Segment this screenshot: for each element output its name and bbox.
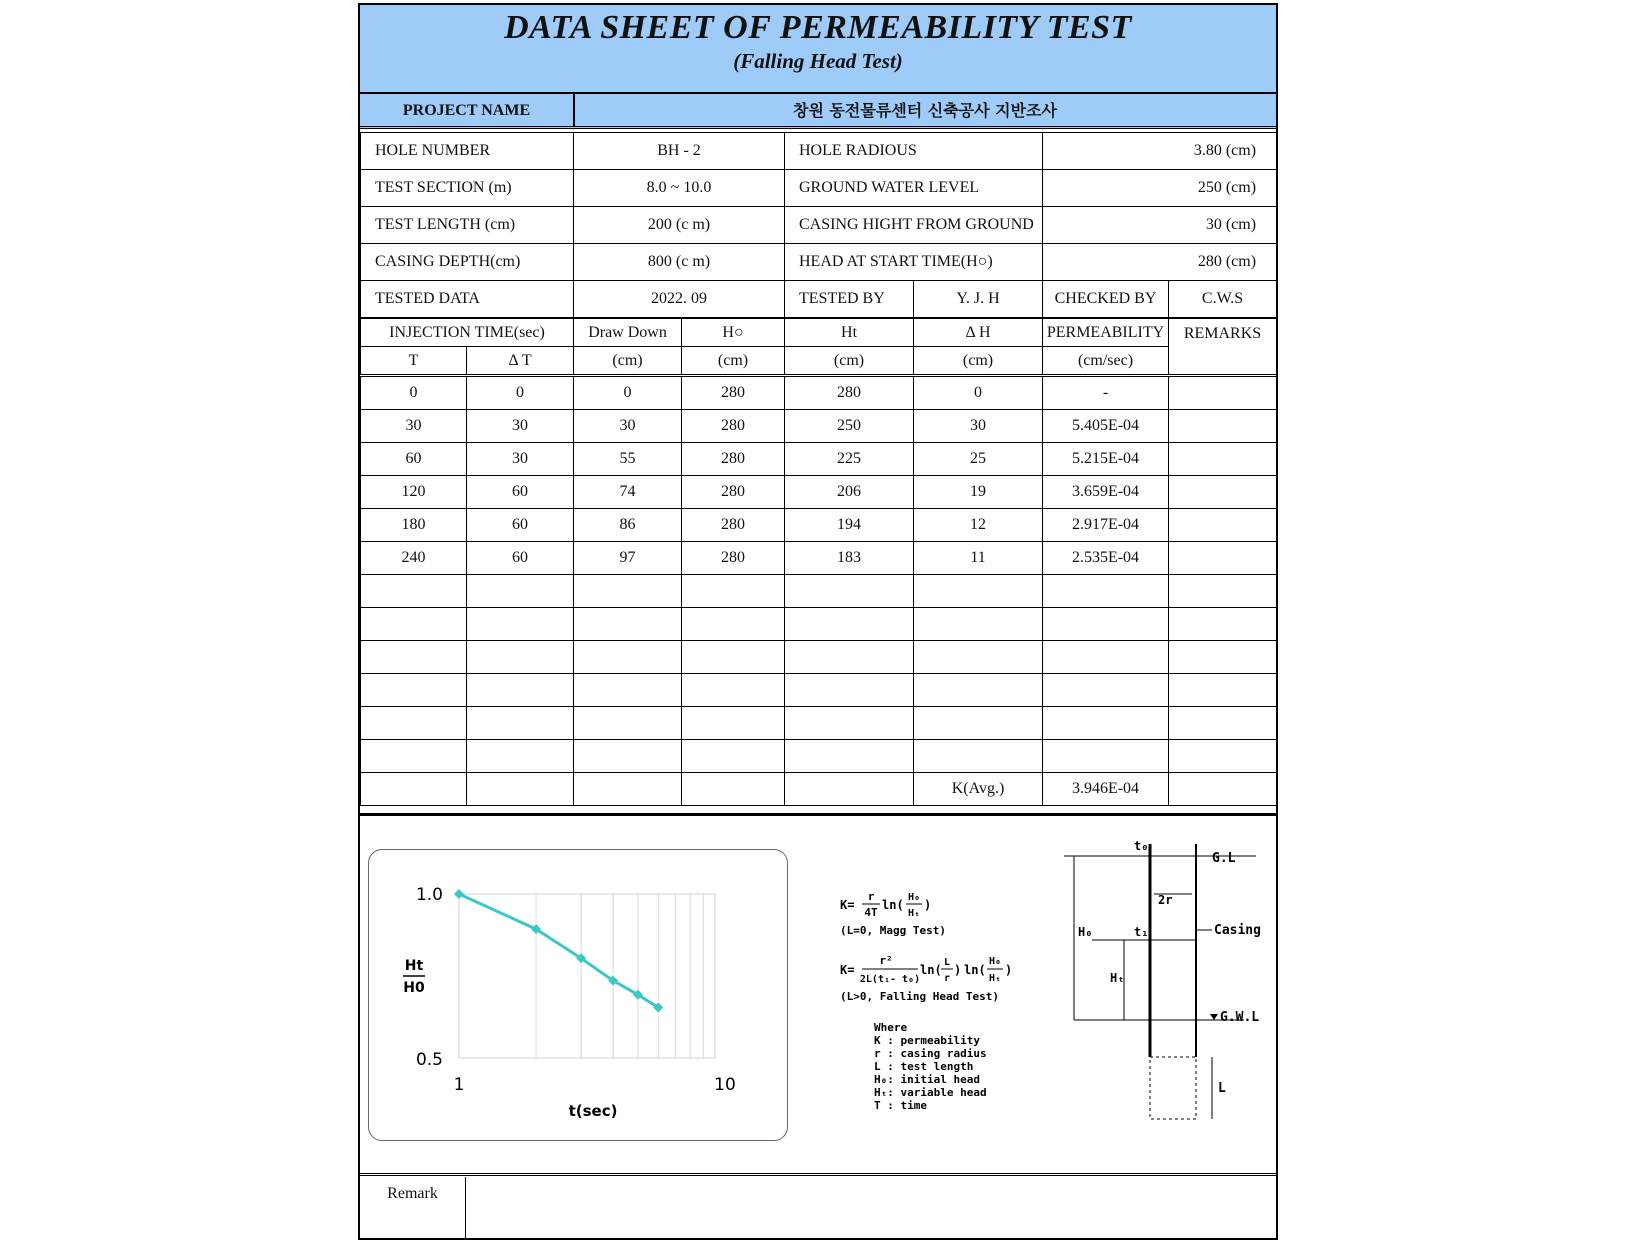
table-cell <box>1169 707 1277 740</box>
table-cell <box>574 707 682 740</box>
head-start-label: HEAD AT START TIME(H○) <box>785 244 1043 281</box>
table-cell <box>1043 674 1169 707</box>
legend-line: K : permeability <box>874 1034 980 1047</box>
hole-number-label: HOLE NUMBER <box>361 133 574 170</box>
t-header: T <box>361 347 467 376</box>
t0-label: t₀ <box>1134 839 1149 853</box>
table-cell: 30 <box>467 410 574 443</box>
project-name-value: 창원 동전물류센터 신축공사 지반조사 <box>792 101 1057 120</box>
formula-inner-den: Hₜ <box>988 973 1002 984</box>
table-cell <box>1169 575 1277 608</box>
sheet-subtitle: (Falling Head Test) <box>733 49 903 73</box>
chart-grid <box>459 894 715 1058</box>
table-cell: 240 <box>361 542 467 575</box>
formula-num: r² <box>879 954 893 967</box>
table-cell: 250 <box>785 410 914 443</box>
table-row <box>361 641 1277 674</box>
table-cell <box>1043 707 1169 740</box>
k-avg-label: K(Avg.) <box>914 773 1043 806</box>
table-cell <box>785 608 914 641</box>
dh-unit: (cm) <box>914 347 1043 376</box>
table-cell: 2.535E-04 <box>1043 542 1169 575</box>
table-cell: 60 <box>361 443 467 476</box>
table-cell <box>1169 476 1277 509</box>
plot-area <box>459 894 715 1058</box>
table-cell: 0 <box>467 376 574 410</box>
water-table-icon <box>1210 1014 1218 1020</box>
permeability-header: PERMEABILITY <box>1043 319 1169 347</box>
table-cell <box>467 608 574 641</box>
table-cell <box>682 674 785 707</box>
table-cell <box>1043 740 1169 773</box>
table-cell: 280 <box>682 542 785 575</box>
table-cell <box>1169 608 1277 641</box>
table-cell: 30 <box>467 443 574 476</box>
table-cell <box>467 674 574 707</box>
tested-data-value: 2022. 09 <box>574 281 785 318</box>
table-cell <box>361 641 467 674</box>
tested-by-label: TESTED BY <box>785 281 914 318</box>
table-cell <box>574 608 682 641</box>
k-avg-row <box>361 773 1277 806</box>
table-cell <box>682 608 785 641</box>
table-cell: 206 <box>785 476 914 509</box>
table-cell <box>361 740 467 773</box>
table-cell: 5.405E-04 <box>1043 410 1169 443</box>
x-tick-label: 10 <box>714 1075 736 1095</box>
draw-down-unit: (cm) <box>574 347 682 376</box>
test-section-label: TEST SECTION (m) <box>361 170 574 207</box>
header-row <box>361 347 1277 376</box>
table-cell: 30 <box>574 410 682 443</box>
table-cell <box>682 707 785 740</box>
casing-label: Casing <box>1214 923 1261 938</box>
data-point <box>454 889 464 899</box>
table-row <box>361 542 1277 575</box>
table-cell: 280 <box>682 376 785 410</box>
remark-label: Remark <box>360 1177 466 1240</box>
table-cell <box>1043 608 1169 641</box>
info-row <box>361 281 1277 318</box>
table-cell <box>1169 674 1277 707</box>
casing-hight-label: CASING HIGHT FROM GROUND <box>785 207 1043 244</box>
table-cell <box>785 740 914 773</box>
info-row <box>361 170 1277 207</box>
formula-den: 2L(t₁- t₀) <box>859 974 921 985</box>
table-cell: 60 <box>467 509 574 542</box>
header-row <box>361 319 1277 347</box>
dh-header: Δ H <box>914 319 1043 347</box>
table-cell: 86 <box>574 509 682 542</box>
table-cell <box>785 674 914 707</box>
formula-den: 4T <box>864 906 878 919</box>
table-cell <box>785 773 914 806</box>
ht-label: Hₜ <box>1110 971 1125 985</box>
head-ratio-chart <box>369 850 787 1140</box>
gwl-value: 250 (cm) <box>1043 170 1277 207</box>
table-cell <box>785 641 914 674</box>
chart-box <box>368 849 788 1141</box>
table-row <box>361 410 1277 443</box>
tested-by-value: Y. J. H <box>914 281 1043 318</box>
y-tick-label: 0.5 <box>415 1050 443 1070</box>
table-cell <box>914 608 1043 641</box>
data-sheet <box>358 3 1278 1240</box>
table-cell <box>1169 376 1277 410</box>
checked-by-value: C.W.S <box>1169 281 1277 318</box>
table-cell <box>914 674 1043 707</box>
table-cell <box>682 575 785 608</box>
ht-unit: (cm) <box>785 347 914 376</box>
title-box <box>360 5 1276 94</box>
formula-inner-den: r <box>943 973 951 984</box>
hole-radius-value: 3.80 (cm) <box>1043 133 1277 170</box>
table-row <box>361 674 1277 707</box>
remark-section <box>360 1177 1276 1240</box>
table-cell <box>682 740 785 773</box>
table-row <box>361 575 1277 608</box>
checked-by-label: CHECKED BY <box>1043 281 1169 318</box>
gwl-label: G.W.L <box>1220 1010 1260 1025</box>
data-body <box>361 376 1277 773</box>
table-cell <box>574 674 682 707</box>
permeability-unit: (cm/sec) <box>1043 347 1169 376</box>
h0-header: H○ <box>682 319 785 347</box>
table-cell <box>361 773 467 806</box>
series-line <box>459 894 658 1008</box>
test-length-value: 200 (c m) <box>574 207 785 244</box>
formula-ln: ln( <box>882 898 904 912</box>
sheet-title: DATA SHEET OF PERMEABILITY TEST <box>504 9 1132 46</box>
table-cell: 2.917E-04 <box>1043 509 1169 542</box>
table-cell <box>467 641 574 674</box>
legend-line: L : test length <box>874 1060 974 1073</box>
y-axis-label-denominator: H0 <box>403 980 425 996</box>
table-cell <box>914 740 1043 773</box>
table-row <box>361 443 1277 476</box>
table-cell <box>467 773 574 806</box>
chart-formula-panel <box>360 813 1276 1176</box>
t1-label: t₁ <box>1134 925 1149 939</box>
test-section-value: 8.0 ~ 10.0 <box>574 170 785 207</box>
info-table <box>360 132 1277 318</box>
hole-number-value: BH - 2 <box>574 133 785 170</box>
table-cell <box>1169 641 1277 674</box>
formula-inner-num: L <box>943 957 951 968</box>
table-cell: 25 <box>914 443 1043 476</box>
table-cell: - <box>1043 376 1169 410</box>
table-cell: 194 <box>785 509 914 542</box>
h0-label: H₀ <box>1078 925 1093 939</box>
table-cell: 19 <box>914 476 1043 509</box>
head-start-value: 280 (cm) <box>1043 244 1277 281</box>
table-cell: 60 <box>467 542 574 575</box>
formula-num: r <box>867 890 875 903</box>
table-cell <box>361 608 467 641</box>
h0-unit: (cm) <box>682 347 785 376</box>
info-row <box>361 133 1277 170</box>
table-cell <box>914 707 1043 740</box>
ht-header: Ht <box>785 319 914 347</box>
test-length-label: TEST LENGTH (cm) <box>361 207 574 244</box>
table-cell: 120 <box>361 476 467 509</box>
table-cell <box>1169 509 1277 542</box>
table-cell <box>467 740 574 773</box>
table-cell <box>1169 740 1277 773</box>
casing-depth-label: CASING DEPTH(cm) <box>361 244 574 281</box>
table-cell: 183 <box>785 542 914 575</box>
tested-data-label: TESTED DATA <box>361 281 574 318</box>
project-row <box>360 94 1276 129</box>
legend-line: r : casing radius <box>874 1047 987 1060</box>
table-cell <box>1169 443 1277 476</box>
table-cell <box>1169 542 1277 575</box>
table-cell <box>1169 410 1277 443</box>
legend-line: Hₜ: variable head <box>874 1086 987 1099</box>
table-cell: 280 <box>682 443 785 476</box>
test-data-table <box>360 318 1277 806</box>
y-tick-label: 1.0 <box>415 885 443 905</box>
table-cell: 0 <box>361 376 467 410</box>
formula-note: (L=0, Magg Test) <box>840 924 946 937</box>
table-cell: 180 <box>361 509 467 542</box>
casing-hight-value: 30 (cm) <box>1043 207 1277 244</box>
table-cell <box>785 707 914 740</box>
formula-block <box>840 876 1060 1136</box>
formula-k: K= <box>840 963 855 977</box>
x-axis-label: t(sec) <box>568 1102 618 1120</box>
table-cell: 60 <box>467 476 574 509</box>
info-row <box>361 207 1277 244</box>
table-cell <box>914 641 1043 674</box>
table-row <box>361 740 1277 773</box>
table-row <box>361 476 1277 509</box>
table-cell <box>1169 773 1277 806</box>
table-cell: 12 <box>914 509 1043 542</box>
draw-down-header: Draw Down <box>574 319 682 347</box>
table-cell <box>682 773 785 806</box>
legend-line: H₀: initial head <box>874 1073 980 1086</box>
where-label: Where <box>874 1021 908 1034</box>
table-cell <box>574 641 682 674</box>
table-cell: 0 <box>914 376 1043 410</box>
table-cell: 74 <box>574 476 682 509</box>
table-cell <box>1043 641 1169 674</box>
formula-ln: ln( <box>920 963 942 977</box>
table-cell: 280 <box>785 376 914 410</box>
y-axis-label-numerator: Ht <box>404 958 424 974</box>
table-cell <box>574 740 682 773</box>
table-cell <box>467 575 574 608</box>
formula-close: ) <box>924 898 932 912</box>
remarks-header: REMARKS <box>1169 319 1277 376</box>
project-name-label: PROJECT NAME <box>360 94 575 126</box>
table-cell <box>361 575 467 608</box>
test-section <box>1150 1057 1196 1119</box>
table-cell: 30 <box>914 410 1043 443</box>
table-cell <box>682 641 785 674</box>
table-cell <box>361 707 467 740</box>
table-cell <box>914 575 1043 608</box>
formula-inner-num: H₀ <box>988 956 1002 967</box>
table-row <box>361 509 1277 542</box>
k-avg-value: 3.946E-04 <box>1043 773 1169 806</box>
injection-time-header: INJECTION TIME(sec) <box>361 319 574 347</box>
table-cell <box>361 674 467 707</box>
formula-close: ) <box>1005 963 1013 977</box>
table-cell <box>467 707 574 740</box>
table-cell: 11 <box>914 542 1043 575</box>
table-cell: 280 <box>682 509 785 542</box>
legend-line: T : time <box>874 1099 927 1112</box>
l-label: L <box>1218 1081 1226 1096</box>
borehole-diagram <box>1052 830 1272 1140</box>
hole-radius-label: HOLE RADIOUS <box>785 133 1043 170</box>
formula-close: ) <box>954 963 962 977</box>
formula-k: K= <box>840 898 855 912</box>
formula-note: (L>0, Falling Head Test) <box>840 990 999 1003</box>
table-cell <box>785 575 914 608</box>
table-cell <box>574 575 682 608</box>
table-cell: 225 <box>785 443 914 476</box>
formula-ln: ln( <box>964 963 986 977</box>
formula-inner-num: H₀ <box>907 892 921 903</box>
table-cell: 97 <box>574 542 682 575</box>
2r-label: 2r <box>1158 893 1173 907</box>
formula-inner-den: Hₜ <box>907 908 921 919</box>
table-row <box>361 376 1277 410</box>
gwl-label: GROUND WATER LEVEL <box>785 170 1043 207</box>
table-cell: 55 <box>574 443 682 476</box>
casing-depth-value: 800 (c m) <box>574 244 785 281</box>
table-row <box>361 608 1277 641</box>
info-row <box>361 244 1277 281</box>
table-cell: 5.215E-04 <box>1043 443 1169 476</box>
table-cell: 280 <box>682 410 785 443</box>
table-cell: 3.659E-04 <box>1043 476 1169 509</box>
table-cell: 280 <box>682 476 785 509</box>
table-row <box>361 707 1277 740</box>
table-cell: 30 <box>361 410 467 443</box>
dt-header: Δ T <box>467 347 574 376</box>
table-cell <box>574 773 682 806</box>
gl-label: G.L <box>1212 851 1236 866</box>
table-cell: 0 <box>574 376 682 410</box>
table-cell <box>1043 575 1169 608</box>
x-tick-label: 1 <box>453 1075 465 1095</box>
